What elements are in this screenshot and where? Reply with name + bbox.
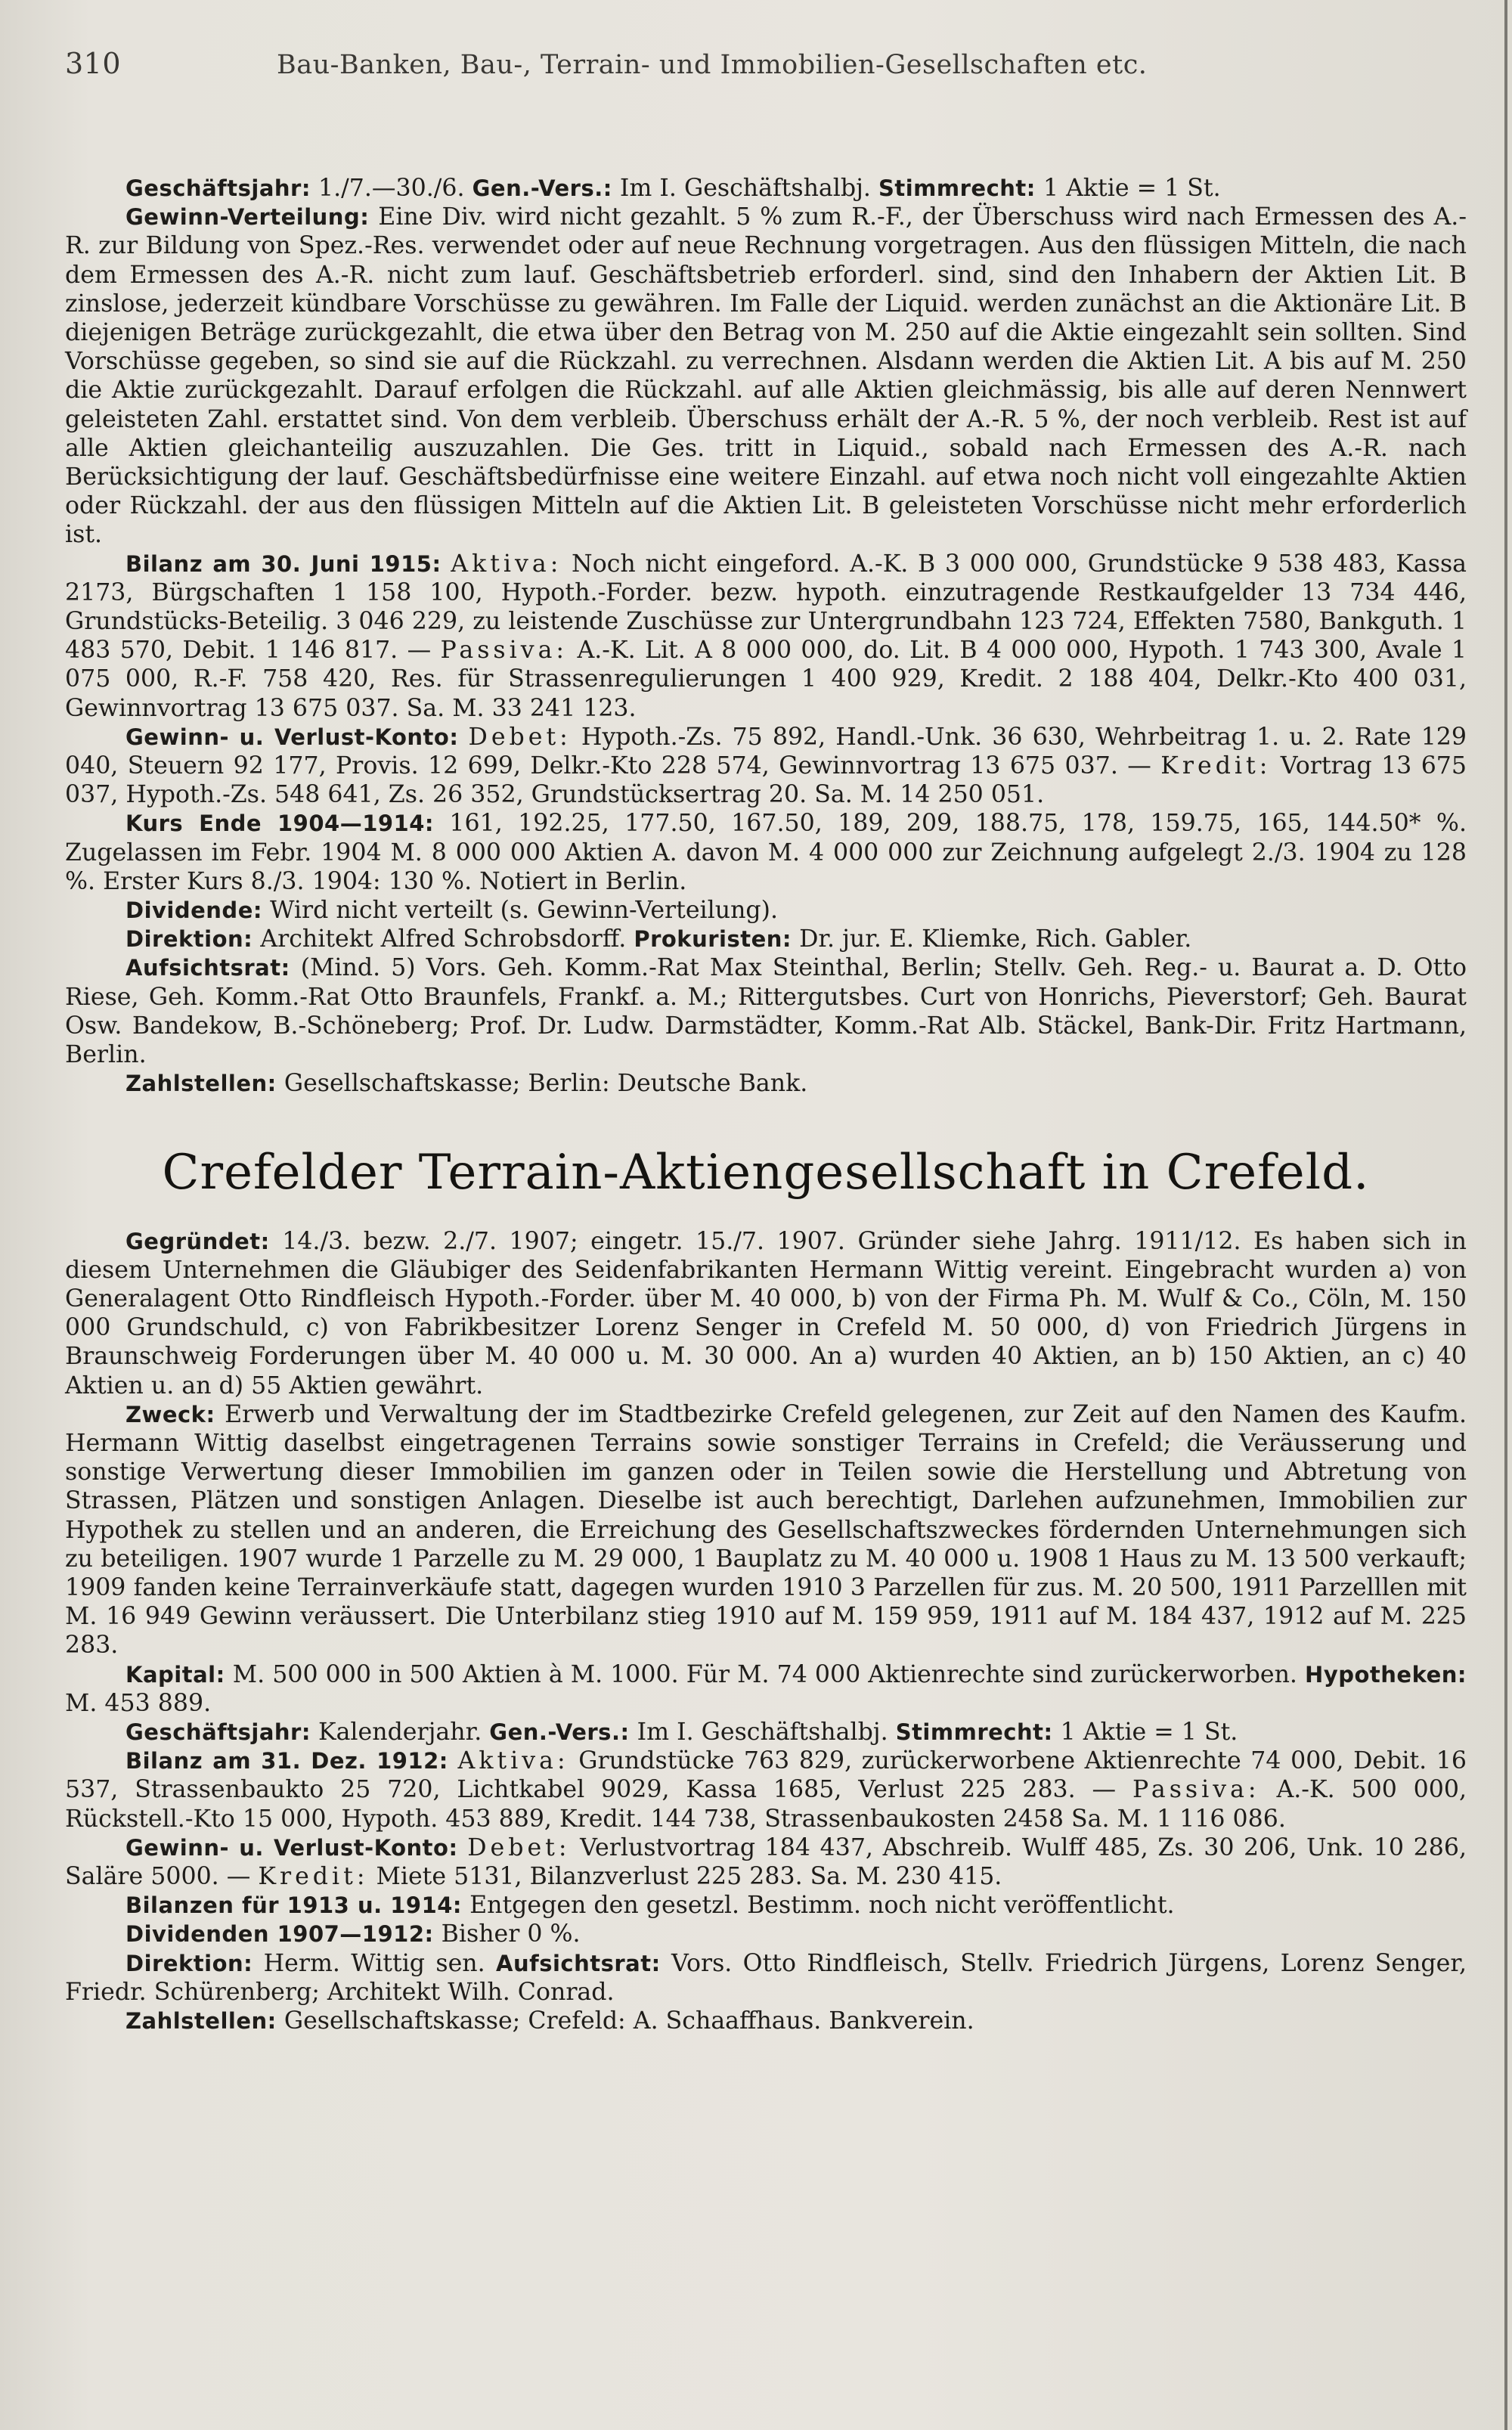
term-label: Zweck: (125, 1401, 215, 1427)
term-label: Zahlstellen: (125, 2007, 277, 2034)
term-label: Stimmrecht: (878, 175, 1036, 201)
entry-text: M. 500 000 in 500 Aktien à M. 1000. Für M. 74 000 Aktienrechte sind zurückerworben. (232, 1660, 1297, 1688)
debet-label: Debet: (468, 723, 572, 751)
entry-dividende (65, 896, 1467, 925)
entry-zweck (65, 1400, 1467, 1660)
entry-text: Herm. Wittig sen. (263, 1949, 485, 1977)
entry-text: Erwerb und Verwaltung der im Stadtbezirke Crefeld gelegenen, zur Zeit auf den Namen des Kaufm. Hermann Wittig daselbst eingetragenen Terrains sowie sonstiger Terrains in Crefeld; die Veräusserung und sonstige Verwertung dieser Immobilien im ganzen oder in Teilen sowie die Herstellung und Abtretung von Strassen, Plätzen und sonstigen Anlagen. Dieselbe ist auch berechtigt, Darlehen aufzunehmen, Immobilien zur Hypothek zu stellen und an anderen, die Erreichung des Gesellschaftszweckes fördernden Unternehmungen sich zu beteiligen. 1907 wurde 1 Parzelle zu M. 29 000, 1 Bauplatz zu M. 40 000 u. 1908 1 Haus zu M. 13 500 verkauft; 1909 fanden keine Terrainverkäufe statt, dagegen wurden 1910 3 Parzellen für zus. M. 20 500, 1911 Parzelllen mit M. 16 949 Gewinn veräussert. Die Unterbilanz stieg 1910 auf M. 159 959, 1911 auf M. 184 437, 1912 auf M. 225 283. (65, 1400, 1467, 1660)
term-label: Aufsichtsrat: (496, 1950, 661, 1976)
term-label: Geschäftsjahr: (125, 1719, 311, 1745)
entry-text: Dr. jur. E. Kliemke, Rich. Gabler. (799, 925, 1192, 953)
entry-text: Vors. Otto Rindfleisch, Stellv. Friedrich Jürgens, Lorenz Senger, Friedr. Schürenberg; Architekt Wilh. Conrad. (65, 1949, 1467, 2006)
entry-zahlstellen (65, 1069, 1467, 1098)
entry-text: 1 Aktie = 1 St. (1043, 175, 1221, 202)
entry-text: A.-K. Lit. A 8 000 000, do. Lit. B 4 000 000, Hypoth. 1 743 300, Avale 1 075 000, R.-F. 758 420, Res. für Strassenregulierungen 1 400 929, Kredit. 2 188 404, Delkr.-Kto 400 031, Gewinnvortrag 13 675 037. Sa. M. 33 241 123. (65, 637, 1467, 722)
entry-text: 161, 192.25, 177.50, 167.50, 189, 209, 188.75, 178, 159.75, 165, 144.50* %. Zugelassen im Febr. 1904 M. 8 000 000 Aktien A. davon M. 4 000 000 zur Zeichnung aufgelegt 2./3. 1904 zu 128 %. Erster Kurs 8./3. 1904: 130 %. Notiert in Berlin. (65, 810, 1467, 895)
entry-gewinn-verteilung (65, 203, 1467, 549)
term-label: Stimmrecht: (895, 1719, 1053, 1745)
entry-text: Hypoth.-Zs. 75 892, Handl.-Unk. 36 630, Wehrbeitrag 1. u. 2. Rate 129 040, Steuern 92 177, Provis. 12 699, Delkr.-Kto 228 574, Gewinnvortrag 13 675 037. — (65, 723, 1467, 780)
entry-geschaeftsjahr (65, 174, 1467, 203)
passiva-label: Passiva: (1132, 1776, 1260, 1804)
term-label: Kurs Ende 1904—1914: (125, 811, 434, 837)
term-label: Bilanz am 31. Dez. 1912: (125, 1748, 448, 1774)
entry-text: (Mind. 5) Vors. Geh. Komm.-Rat Max Steinthal, Berlin; Stellv. Geh. Reg.- u. Baurat a. D. Otto Riese, Geh. Komm.-Rat Otto Braunfels, Frankf. a. M.; Rittergutsbes. Curt von Honrichs, Pieverstorf; Geh. Baurat Osw. Bandekow, B.-Schöneberg; Prof. Dr. Ludw. Darmstädter, Komm.-Rat Alb. Stäckel, Bank-Dir. Fritz Hartmann, Berlin. (65, 954, 1467, 1069)
entry-text: Noch nicht eingeford. A.-K. B 3 000 000, Grundstücke 9 538 483, Kassa 2173, Bürgschaften 1 158 100, Hypoth.-Forder. bezw. hypoth. einzutragende Restkaufgelder 13 734 446, Grundstücks-Beteilig. 3 046 229, zu leistende Zuschüsse zur Untergrundbahn 123 724, Effekten 7580, Bankguth. 1 483 570, Debit. 1 146 817. — (65, 550, 1467, 665)
entry-gewinn-verlust (65, 1833, 1467, 1891)
debet-label: Debet: (467, 1833, 571, 1861)
entry-kapital (65, 1660, 1467, 1718)
entry-text: Gesellschaftskasse; Crefeld: A. Schaaffhaus. Bankverein. (284, 2007, 974, 2035)
entry-text: Wird nicht verteilt (s. Gewinn-Verteilung). (270, 897, 779, 925)
aktiva-label: Aktiva: (457, 1747, 569, 1775)
section-crefelder-terrain (65, 1227, 1467, 2036)
term-label: Gewinn- u. Verlust-Konto: (125, 724, 459, 750)
entry-text: M. 453 889. (65, 1689, 212, 1717)
entry-gegruendet (65, 1227, 1467, 1400)
term-label: Dividende: (125, 897, 262, 924)
term-label: Gegründet: (125, 1228, 270, 1254)
entry-zahlstellen (65, 2007, 1467, 2035)
section-previous-company (65, 174, 1467, 1099)
entry-text: Bisher 0 %. (441, 1920, 581, 1948)
entry-kurs (65, 809, 1467, 896)
entry-text: Im I. Geschäftshalbj. (637, 1718, 888, 1746)
term-label: Bilanzen für 1913 u. 1914: (125, 1892, 463, 1919)
term-label: Aufsichtsrat: (125, 955, 290, 981)
kredit-label: Kredit: (258, 1862, 369, 1890)
term-label: Hypotheken: (1305, 1661, 1467, 1688)
aktiva-label: Aktiva: (451, 550, 562, 578)
term-label: Prokuristen: (634, 926, 792, 953)
entry-text: Gesellschaftskasse; Berlin: Deutsche Bank. (284, 1070, 808, 1098)
entry-text: Kalenderjahr. (318, 1718, 482, 1746)
entry-text: A.-K. 500 000, Rückstell.-Kto 15 000, Hypoth. 453 889, Kredit. 144 738, Strassenbaukosten 2458 Sa. M. 1 116 086. (65, 1776, 1467, 1833)
entry-text: Entgegen den gesetzl. Bestimm. noch nicht veröffentlicht. (469, 1892, 1175, 1920)
term-label: Kapital: (125, 1661, 225, 1688)
entry-direktion (65, 1949, 1467, 2007)
passiva-label: Passiva: (440, 637, 569, 665)
entry-text: Miete 5131, Bilanzverlust 225 283. Sa. M. 230 415. (376, 1862, 1002, 1890)
company-title: Crefelder Terrain-Aktiengesellschaft in Crefeld. (162, 1144, 1370, 1201)
entry-bilanz (65, 1747, 1467, 1833)
entry-text: 1./7.—30./6. (318, 175, 465, 202)
term-label: Direktion: (125, 1950, 253, 1976)
entry-text: 14./3. bezw. 2./7. 1907; eingetr. 15./7. 1907. Gründer siehe Jahrg. 1911/12. Es haben sich in diesem Unternehmen die Gläubiger des Seidenfabrikanten Hermann Wittig vereint. Eingebracht wurden a) von Generalagent Otto Rindfleisch Hypoth.-Forder. über M. 40 000, b) von der Firma Ph. M. Wulf & Co., Cöln, M. 150 000 Grundschuld, c) von Fabrikbesitzer Lorenz Senger in Crefeld M. 50 000, d) von Friedrich Jürgens in Braunschweig Forderungen über M. 40 000 u. M. 30 000. An a) wurden 40 Aktien, an b) 150 Aktien, an c) 40 Aktien u. an d) 55 Aktien gewährt. (65, 1227, 1467, 1399)
term-label: Direktion: (125, 926, 253, 953)
term-label: Gen.-Vers.: (472, 175, 612, 201)
entry-text: Vortrag 13 675 037, Hypoth.-Zs. 548 641, Zs. 26 352, Grundstücksertrag 20. Sa. M. 14 250 051. (65, 752, 1467, 809)
entry-dividenden (65, 1920, 1467, 1948)
kredit-label: Kredit: (1160, 752, 1272, 780)
term-label: Gewinn- u. Verlust-Konto: (125, 1834, 458, 1861)
entry-text: Eine Div. wird nicht gezahlt. 5 % zum R.-F., der Überschuss wird nach Ermessen des A.-R. zur Bildung von Spez.-Res. verwendet oder auf neue Rechnung vorgetragen. Aus den flüssigen Mitteln, die nach dem Ermessen des A.-R. nicht zum lauf. Geschäftsbetrieb erforderl. sind, sind den Inhabern der Aktien Lit. B zinslose, jederzeit kündbare Vorschüsse zu gewähren. Im Falle der Liquid. werden zunächst an die Aktionäre Lit. B diejenigen Beträge zurückgezahlt, die etwa über den Betrag von M. 250 auf die Aktie eingezahlt sein sollten. Sind Vorschüsse gegeben, so sind sie auf die Rückzahl. zu verrechnen. Alsdann werden die Aktien Lit. A bis auf M. 250 die Aktie zurückgezahlt. Darauf erfolgen die Rückzahl. auf alle Aktien gleichmässig, bis alle auf deren Nennwert geleisteten Zahl. erstattet sind. Von dem verbleib. Überschuss erhält der A.-R. 5 %, der noch verbleib. Rest ist auf alle Aktien gleichanteilig auszuzahlen. Die Ges. tritt in Liquid., sobald nach Ermessen des A.-R. nach Berücksichtigung der lauf. Geschäftsbedürfnisse eine weitere Einzahl. auf etwa noch nicht voll eingezahlte Aktien oder Rückzahl. der aus den flüssigen Mitteln auf die Aktien Lit. B geleisteten Vorschüsse nicht mehr erforderlich ist. (65, 203, 1467, 549)
term-label: Bilanz am 30. Juni 1915: (125, 550, 442, 577)
entry-text: 1 Aktie = 1 St. (1060, 1718, 1238, 1746)
header-title: Bau-Banken, Bau-, Terrain- und Immobilien-Gesellschaften etc. (277, 50, 1148, 80)
entry-text: Grundstücke 763 829, zurückerworbene Aktienrechte 74 000, Debit. 16 537, Strassenbaukto 25 720, Lichtkabel 9029, Kassa 1685, Verlust 225 283. — (65, 1747, 1467, 1804)
term-label: Gewinn-Verteilung: (125, 204, 370, 231)
entry-gewinn-verlust (65, 723, 1467, 810)
entry-aufsichtsrat (65, 953, 1467, 1069)
entry-text: Architekt Alfred Schrobsdorff. (260, 925, 627, 953)
entry-bilanzen (65, 1891, 1467, 1920)
term-label: Geschäftsjahr: (125, 175, 311, 201)
page-number: 310 (65, 47, 122, 80)
entry-geschaeftsjahr (65, 1718, 1467, 1747)
entry-text: Verlustvortrag 184 437, Abschreib. Wulff 485, Zs. 30 206, Unk. 10 286, Saläre 5000. — (65, 1833, 1467, 1890)
running-header (65, 47, 1467, 100)
entry-text: Im I. Geschäftshalbj. (619, 175, 871, 202)
term-label: Dividenden 1907—1912: (125, 1921, 434, 1948)
term-label: Gen.-Vers.: (489, 1719, 630, 1745)
term-label: Zahlstellen: (125, 1071, 277, 1097)
entry-bilanz (65, 550, 1467, 723)
entry-direktion (65, 925, 1467, 953)
